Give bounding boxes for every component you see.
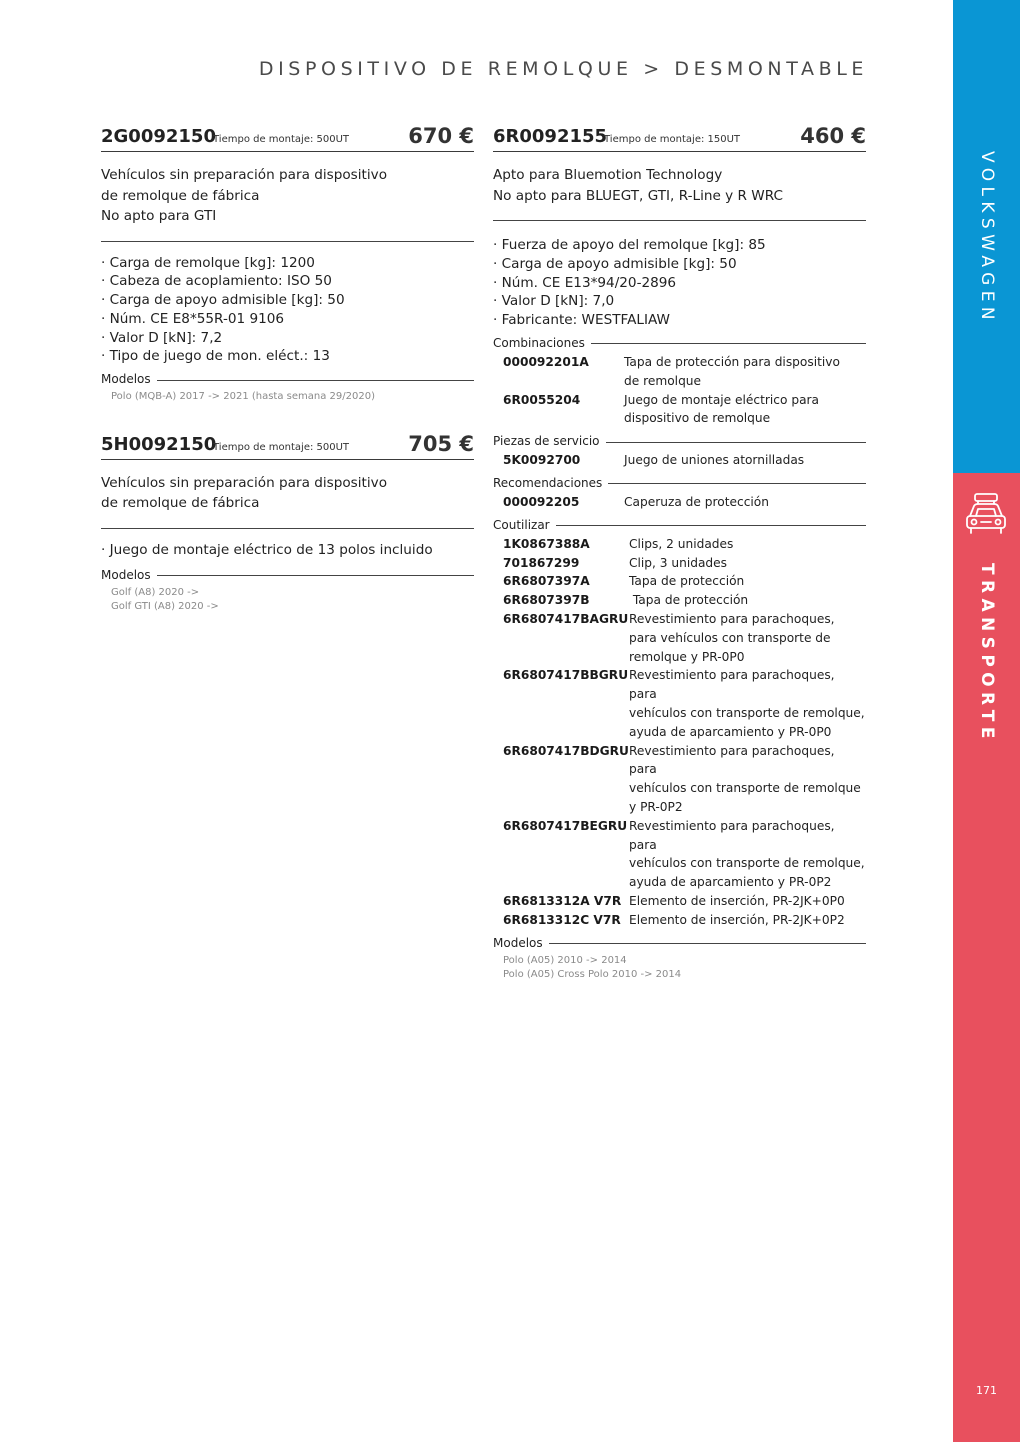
spec-item: · Valor D [kN]: 7,2 <box>101 329 223 346</box>
section-label-text: Modelos <box>101 372 151 387</box>
part-text: Tapa de protección <box>629 574 745 589</box>
coutilizar-label <box>493 517 866 533</box>
part-text-line: vehículos con transporte de remolque, <box>629 705 865 720</box>
spec-item: · Núm. CE E8*55R-01 9106 <box>101 310 285 327</box>
list-item <box>503 535 866 554</box>
spec-list <box>101 541 474 560</box>
part-code: 6R6807417BDGRU <box>503 743 629 758</box>
left-column <box>101 122 474 615</box>
spec-list <box>101 254 474 367</box>
part-code: 5K0092700 <box>503 453 581 468</box>
product-code: 2G0092150 <box>101 126 216 147</box>
models-list <box>493 954 866 983</box>
part-text: Caperuza de protección <box>624 494 769 509</box>
part-code: 6R6807417BBGRU <box>503 668 629 683</box>
spec-item: · Carga de apoyo admisible [kg]: 50 <box>493 255 737 272</box>
category-label: TRANSPORTE <box>977 563 997 744</box>
model-item: Golf GTI (A8) 2020 -> <box>111 601 219 613</box>
part-text: Elemento de inserción, PR-2JK+0P0 <box>629 893 845 908</box>
list-item <box>503 817 866 892</box>
section-line <box>591 343 866 344</box>
section-label-text: Piezas de servicio <box>493 434 600 449</box>
recomendaciones-list <box>493 493 866 512</box>
part-text-line: Juego de montaje eléctrico para <box>624 392 820 407</box>
product-description <box>101 165 474 227</box>
model-item: Polo (A05) Cross Polo 2010 -> 2014 <box>503 969 682 980</box>
part-code: 6R0055204 <box>503 392 581 407</box>
divider <box>101 241 474 242</box>
part-text <box>624 353 866 391</box>
description-line: Vehículos sin preparación para dispositivo <box>101 474 388 491</box>
model-item: Golf (A8) 2020 -> <box>111 586 200 598</box>
product-2G0092150 <box>101 122 474 405</box>
piezas-label <box>493 433 866 449</box>
section-label-text: Combinaciones <box>493 335 585 350</box>
section-line <box>157 380 474 381</box>
part-text <box>629 666 866 741</box>
piezas-list <box>493 451 866 470</box>
mounting-time: Tiempo de montaje: 150UT <box>604 134 741 145</box>
divider <box>493 220 866 221</box>
description-line: Vehículos sin preparación para dispositivo <box>101 167 388 183</box>
page-number: 171 <box>976 1384 997 1397</box>
product-price: 670 € <box>408 124 474 148</box>
product-code: 5H0092150 <box>101 433 217 455</box>
section-label-text: Modelos <box>493 935 543 950</box>
spec-item: · Juego de montaje eléctrico de 13 polos incluido <box>101 541 433 558</box>
combinaciones-label <box>493 335 866 351</box>
spec-item: · Fuerza de apoyo del remolque [kg]: 85 <box>493 237 766 253</box>
part-text-line: y PR-0P2 <box>629 799 683 814</box>
list-item <box>503 493 866 512</box>
description-line: de remolque de fábrica <box>101 495 260 512</box>
combinaciones-list <box>493 353 866 428</box>
product-5H0092150 <box>101 430 474 615</box>
part-text: Clips, 2 unidades <box>629 536 734 551</box>
brand-label: VOLKSWAGEN <box>977 151 997 325</box>
list-item <box>503 554 866 573</box>
list-item <box>503 742 866 817</box>
description-line: No apto para GTI <box>101 208 217 224</box>
part-text: Juego de uniones atornilladas <box>624 453 805 468</box>
list-item <box>503 666 866 741</box>
mounting-time: Tiempo de montaje: 500UT <box>213 441 350 453</box>
part-code: 000092205 <box>503 494 580 509</box>
product-code: 6R0092155 <box>493 126 608 147</box>
section-line <box>549 943 866 944</box>
product-price: 705 € <box>408 431 474 456</box>
part-text-line: dispositivo de remolque <box>624 411 771 426</box>
list-item <box>503 391 866 429</box>
part-text <box>629 610 866 666</box>
list-item <box>503 451 866 470</box>
list-item <box>503 572 866 591</box>
product-header <box>101 122 474 152</box>
part-text-line: Revestimiento para parachoques, <box>629 611 835 626</box>
spec-list <box>493 236 866 330</box>
spec-item: · Valor D [kN]: 7,0 <box>493 293 615 310</box>
list-item <box>503 591 866 610</box>
list-item <box>503 911 866 930</box>
model-item: Polo (A05) 2010 -> 2014 <box>503 954 627 966</box>
product-description <box>101 473 474 514</box>
section-line <box>556 525 866 526</box>
spec-item: · Núm. CE E13*94/20-2896 <box>493 274 677 291</box>
part-text-line: Revestimiento para parachoques, para <box>629 818 835 852</box>
models-list <box>101 586 474 615</box>
models-label <box>493 935 866 951</box>
spec-item: · Carga de apoyo admisible [kg]: 50 <box>101 292 345 309</box>
part-code: 6R6807417BAGRU <box>503 611 629 626</box>
part-code: 6R6807397A <box>503 574 590 589</box>
part-text: Clip, 3 unidades <box>629 555 728 570</box>
part-text-line: ayuda de aparcamiento y PR-0P0 <box>629 724 832 739</box>
list-item <box>503 353 866 391</box>
part-text-line: remolque y PR-0P0 <box>629 649 745 664</box>
section-label-text: Recomendaciones <box>493 475 603 490</box>
description-line: No apto para BLUEGT, GTI, R-Line y R WRC <box>493 187 783 204</box>
section-line <box>606 442 867 443</box>
description-line: Apto para Bluemotion Technology <box>493 167 723 183</box>
part-text-line: Tapa de protección para dispositivo <box>624 354 840 369</box>
product-header <box>101 430 474 460</box>
section-line <box>608 483 866 484</box>
spec-item: · Cabeza de acoplamiento: ISO 50 <box>101 273 332 290</box>
models-label <box>101 371 474 387</box>
part-code: 000092201A <box>503 354 589 369</box>
list-item <box>503 610 866 666</box>
part-text <box>629 742 866 817</box>
part-text <box>624 391 866 429</box>
part-code: 6R6813312A V7R <box>503 893 622 908</box>
part-text-line: Revestimiento para parachoques, para <box>629 668 835 702</box>
section-line <box>157 575 474 576</box>
section-label-text: Coutilizar <box>493 517 550 532</box>
part-code: 6R6807417BEGRU <box>503 818 628 833</box>
part-code: 6R6807397B <box>503 593 590 608</box>
divider <box>101 528 474 529</box>
spec-item: · Carga de remolque [kg]: 1200 <box>101 254 315 271</box>
description-line: de remolque de fábrica <box>101 187 260 204</box>
car-roof-rack-icon <box>964 492 1008 536</box>
part-code: 1K0867388A <box>503 536 590 551</box>
part-code: 701867299 <box>503 555 580 570</box>
part-text-line: ayuda de aparcamiento y PR-0P2 <box>629 875 832 890</box>
product-price: 460 € <box>800 124 866 148</box>
product-6R0092155 <box>493 122 866 983</box>
mounting-time: Tiempo de montaje: 500UT <box>213 134 350 145</box>
spec-item: · Fabricante: WESTFALIAW <box>493 312 670 329</box>
coutilizar-list <box>493 535 866 930</box>
model-item: Polo (MQB-A) 2017 -> 2021 (hasta semana 29/2020) <box>111 391 375 403</box>
page-title: DISPOSITIVO DE REMOLQUE > DESMONTABLE <box>258 58 868 80</box>
product-description <box>493 165 866 206</box>
part-text-line: Revestimiento para parachoques, para <box>629 743 835 777</box>
part-text: Elemento de inserción, PR-2JK+0P2 <box>629 912 845 927</box>
spec-item: · Tipo de juego de mon. eléct.: 13 <box>101 348 330 365</box>
product-header <box>493 122 866 152</box>
part-text-line: vehículos con transporte de remolque, <box>629 856 865 871</box>
models-label <box>101 567 474 583</box>
part-text <box>629 817 866 892</box>
list-item <box>503 892 866 911</box>
part-text: Tapa de protección <box>629 593 749 608</box>
part-text-line: vehículos con transporte de remolque <box>629 781 861 796</box>
part-text-line: de remolque <box>624 373 702 388</box>
recomendaciones-label <box>493 475 866 491</box>
part-text-line: para vehículos con transporte de <box>629 630 831 645</box>
section-label-text: Modelos <box>101 567 151 582</box>
part-code: 6R6813312C V7R <box>503 912 621 927</box>
models-list <box>101 390 474 405</box>
right-column <box>493 122 866 983</box>
